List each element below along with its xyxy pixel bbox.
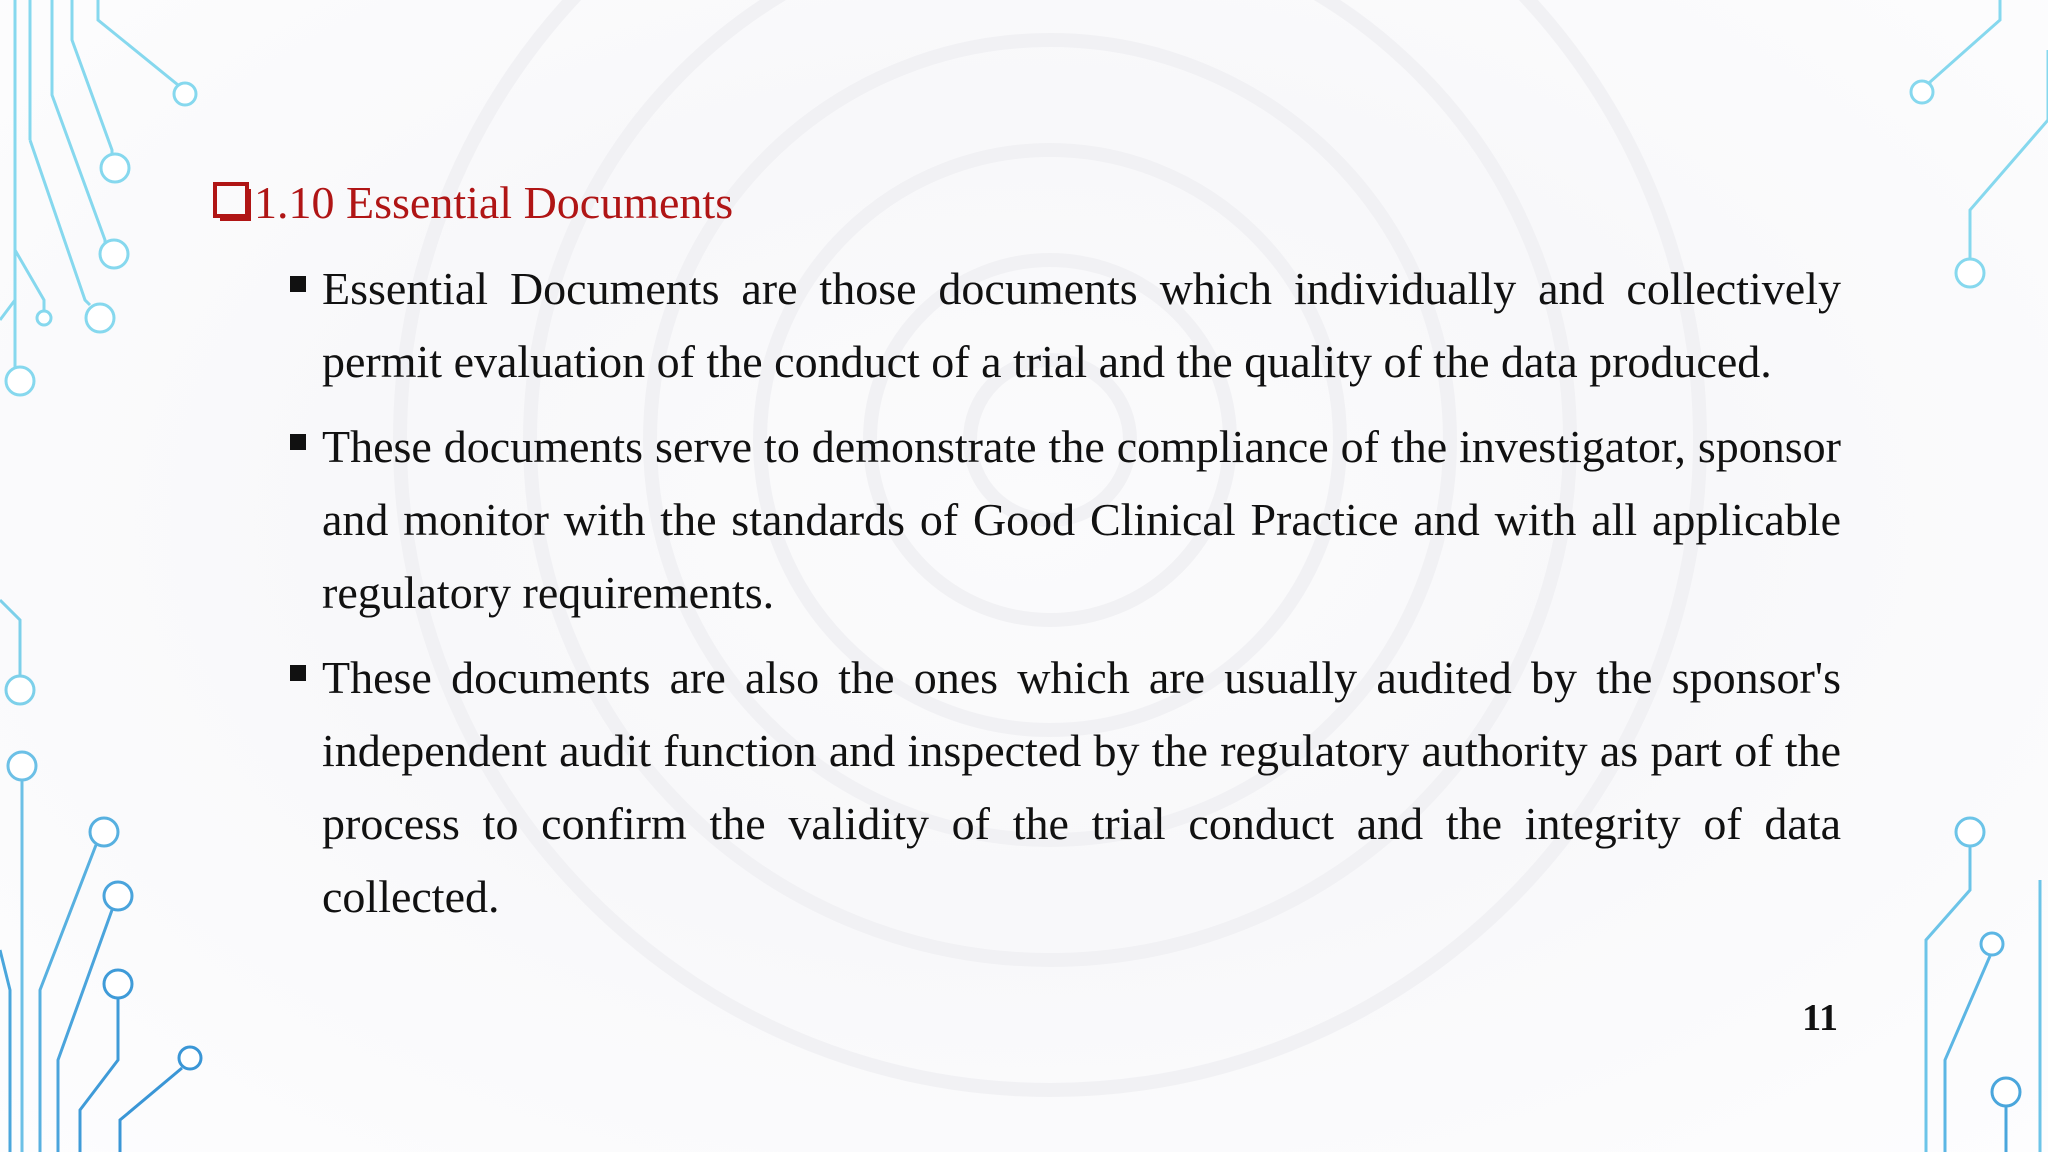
bullet-list: [288, 252, 1841, 945]
slide-heading-text: 1.10 Essential Documents: [254, 176, 734, 228]
circuit-left-top: [0, 0, 196, 395]
checkbox-square-icon: [212, 178, 252, 226]
bullet-item: [288, 641, 1841, 933]
bullet-item: [288, 410, 1841, 629]
page-number: 11: [1802, 997, 1838, 1039]
square-bullet-icon: [290, 434, 306, 450]
bullet-text: Essential Documents are those documents which individually and collectively permit evaluation of the conduct of a trial and the quality of the data produced.: [322, 263, 1841, 387]
bullet-text: These documents are also the ones which are usually audited by the sponsor's independent audit function and inspected by the regulatory authority as part of the process to confirm the validity of the trial conduct and the integrity of data collected.: [322, 652, 1841, 922]
bullet-item: [288, 252, 1841, 398]
slide-heading: [212, 172, 733, 232]
bullet-text: These documents serve to demonstrate the compliance of the investigator, sponsor and monitor with the standards of Good Clinical Practice and with all applicable regulatory requirements.: [322, 421, 1841, 618]
square-bullet-icon: [290, 276, 306, 292]
circuit-right-top: [1911, 0, 2048, 287]
circuit-left-bottom: [0, 600, 201, 1152]
circuit-right-bottom: [1926, 818, 2040, 1152]
square-bullet-icon: [290, 665, 306, 681]
